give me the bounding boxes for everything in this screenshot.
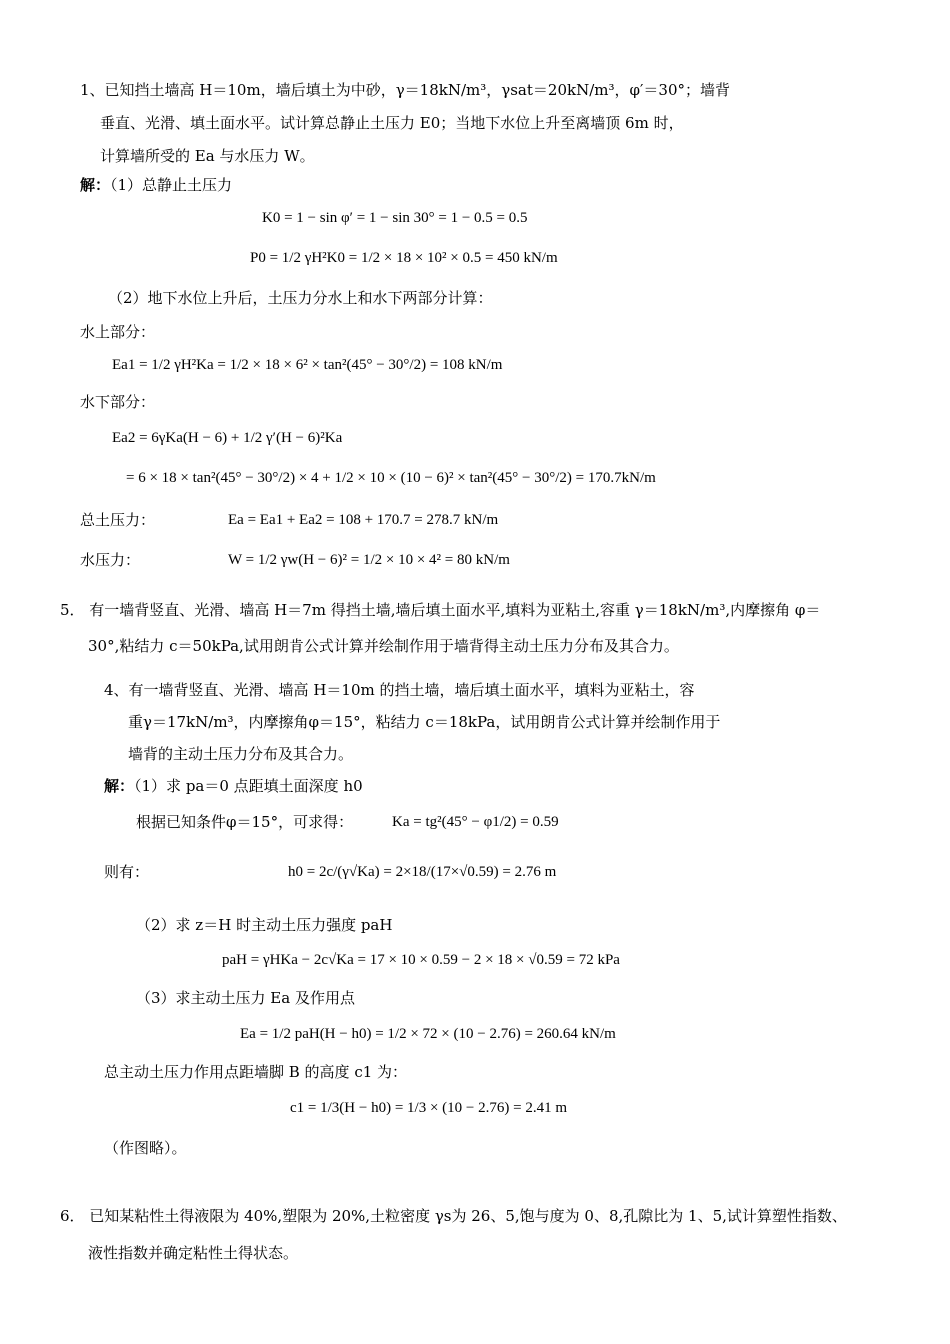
equation-k0: K0 = 1 − sin φ′ = 1 − sin 30° = 1 − 0.5 = 0.5 — [262, 210, 528, 226]
problem-5-line-1: 5． 有一墙背竖直、光滑、墙高 H＝7m 得挡土墙,墙后填土面水平,填料为亚粘土,容重 γ＝18kN/m³,内摩擦角 φ＝ — [60, 601, 821, 619]
equation-ea2-line-2: = 6 × 18 × tan²(45° − 30°/2) × 4 + 1/2 × 10 × (10 − 6)² × tan²(45° − 30°/2) = 170.7kN/m — [126, 470, 656, 486]
then-label: 则有： — [104, 863, 150, 881]
solution-4-label: 解： — [104, 777, 135, 795]
solution-label: 解： — [80, 176, 111, 194]
action-point-text: 总主动土压力作用点距墙脚 B 的高度 c1 为： — [104, 1063, 408, 1081]
equation-p0: P0 = 1/2 γH²K0 = 1/2 × 18 × 10² × 0.5 = 450 kN/m — [250, 250, 558, 266]
equation-ka: Ka = tg²(45° − φ1/2) = 0.59 — [392, 814, 559, 830]
equation-ea: Ea = 1/2 paH(H − h0) = 1/2 × 72 × (10 − 2.76) = 260.64 kN/m — [240, 1026, 616, 1042]
problem-4-line-2: 重γ＝17kN/m³，内摩擦角φ＝15°，粘结力 c＝18kPa，试用朗肯公式计算并绘制作用于 — [128, 713, 721, 731]
solution-4-step-1: （1）求 pa＝0 点距填土面深度 h0 — [134, 777, 363, 795]
problem-1-line-1: 1、已知挡土墙高 H＝10m，墙后填土为中砂，γ＝18kN/m³，γsat＝20kN/m³，φ′＝30°；墙背 — [80, 81, 730, 99]
drawing-omitted: （作图略）。 — [104, 1139, 187, 1157]
problem-1-line-2: 垂直、光滑、填土面水平。试计算总静止土压力 E0；当地下水位上升至离墙顶 6m 时， — [100, 114, 684, 132]
equation-total: Ea = Ea1 + Ea2 = 108 + 170.7 = 278.7 kN/m — [228, 512, 499, 528]
total-earth-pressure-label: 总土压力： — [80, 511, 156, 529]
solution-4-heading — [104, 776, 363, 796]
equation-water: W = 1/2 γw(H − 6)² = 1/2 × 10 × 4² = 80 kN/m — [228, 552, 510, 568]
problem-6-line-2: 液性指数并确定粘性土得状态。 — [88, 1244, 299, 1262]
problem-4-line-3: 墙背的主动土压力分布及其合力。 — [128, 745, 354, 763]
problem-4-line-1: 4、有一墙背竖直、光滑、墙高 H＝10m 的挡土墙，墙后填土面水平，填料为亚粘土，容 — [104, 681, 695, 699]
solution-1-heading — [80, 175, 232, 195]
solution-1-step-2: （2）地下水位上升后，土压力分水上和水下两部分计算： — [108, 289, 493, 307]
equation-c1: c1 = 1/3(H − h0) = 1/3 × (10 − 2.76) = 2.41 m — [290, 1100, 567, 1116]
solution-step-1: （1）总静止土压力 — [110, 176, 233, 194]
problem-1-line-3: 计算墙所受的 Ea 与水压力 W。 — [100, 147, 315, 165]
problem-6-line-1: 6． 已知某粘性土得液限为 40%,塑限为 20%,土粒密度 γs为 26、5,饱与度为 0、8,孔隙比为 1、5,试计算塑性指数、 — [60, 1207, 847, 1225]
below-water-label: 水下部分： — [80, 393, 156, 411]
above-water-label: 水上部分： — [80, 323, 156, 341]
equation-h0: h0 = 2c/(γ√Ka) = 2×18/(17×√0.59) = 2.76 m — [288, 864, 557, 880]
known-condition: 根据已知条件φ＝15°，可求得： — [136, 813, 354, 831]
equation-pah: paH = γHKa − 2c√Ka = 17 × 10 × 0.59 − 2 × 18 × √0.59 = 72 kPa — [222, 952, 620, 968]
equation-ea1: Ea1 = 1/2 γH²Ka = 1/2 × 18 × 6² × tan²(45° − 30°/2) = 108 kN/m — [112, 357, 503, 373]
equation-ea2-line-1: Ea2 = 6γKa(H − 6) + 1/2 γ′(H − 6)²Ka — [112, 430, 343, 446]
solution-4-step-2: （2）求 z＝H 时主动土压力强度 paH — [136, 916, 393, 934]
water-pressure-label: 水压力： — [80, 551, 141, 569]
problem-5-line-2: 30°,粘结力 c＝50kPa,试用朗肯公式计算并绘制作用于墙背得主动土压力分布及其合力。 — [88, 637, 679, 655]
solution-4-step-3: （3）求主动土压力 Ea 及作用点 — [136, 989, 355, 1007]
